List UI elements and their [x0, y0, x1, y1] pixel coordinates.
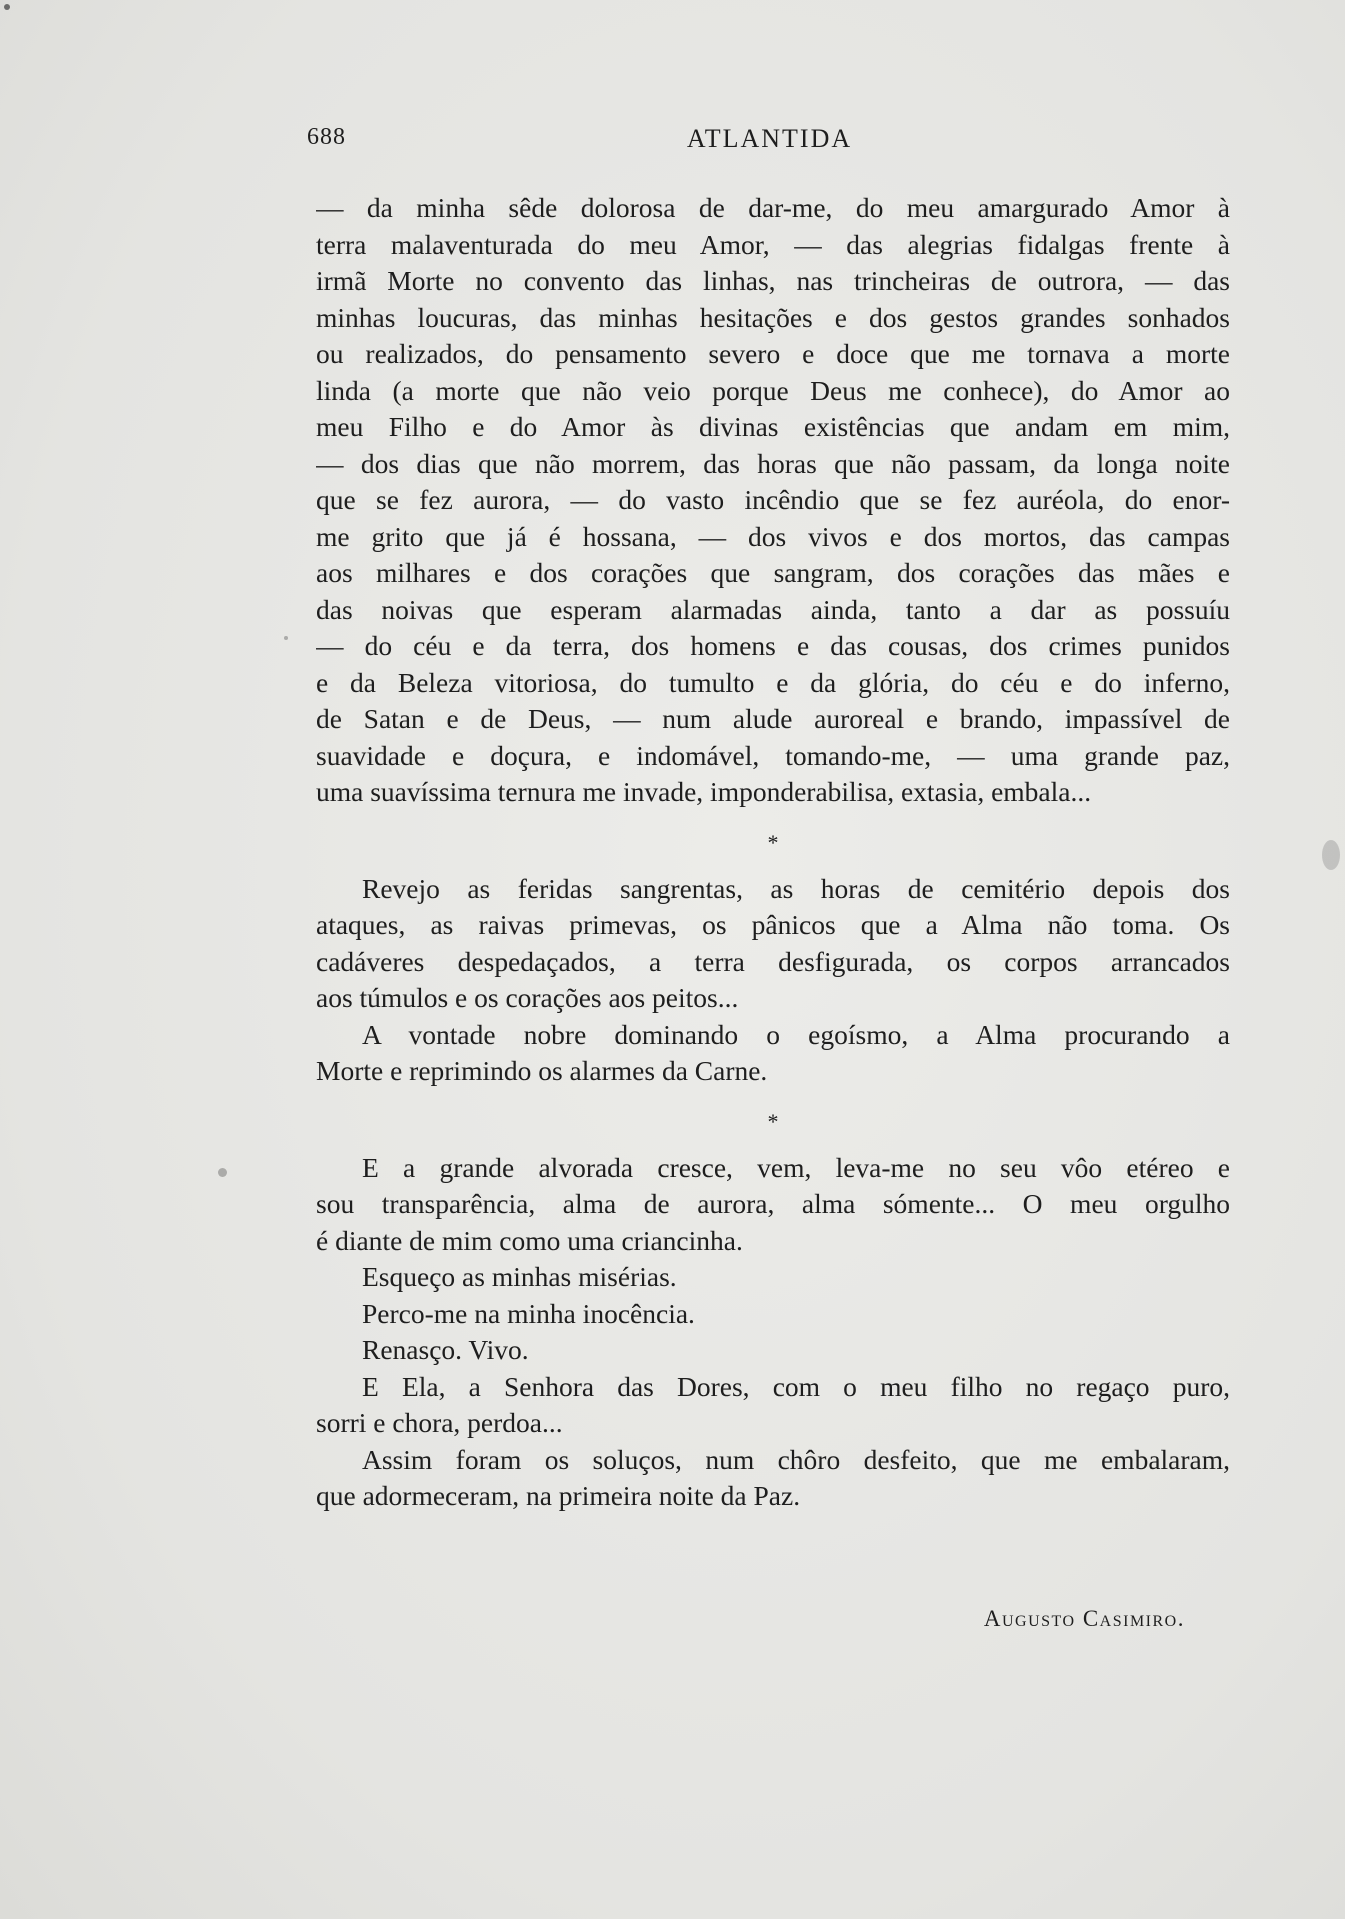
text-line: A vontade nobre dominando o egoísmo, a Alma procurando a — [362, 1018, 1230, 1050]
paragraph-6 — [316, 1296, 1230, 1333]
text-line: Assim foram os soluços, num chôro desfeito, que me embalaram, — [362, 1443, 1230, 1475]
paper-speck — [1322, 840, 1340, 870]
section-separator: * — [767, 1108, 779, 1134]
paragraph-9 — [316, 1442, 1230, 1515]
running-head — [307, 124, 1232, 160]
text-line: das noivas que esperam alarmadas ainda, tanto a dar as possuíu — [316, 593, 1230, 625]
text-line: E a grande alvorada cresce, vem, leva-me no seu vôo etéreo e — [362, 1151, 1230, 1183]
article-body — [316, 190, 1230, 1515]
text-line: Revejo as feridas sangrentas, as horas de cemitério depois dos — [362, 872, 1230, 904]
text-line: que se fez aurora, — do vasto incêndio que se fez auréola, do enor- — [316, 484, 1230, 515]
text-line: sou transparência, alma de aurora, alma sómente... O meu orgulho — [316, 1188, 1230, 1219]
text-line: Morte e reprimindo os alarmes da Carne. — [316, 1055, 768, 1086]
paragraph-8 — [316, 1369, 1230, 1442]
text-line: — dos dias que não morrem, das horas que não passam, da longa noite — [316, 447, 1230, 479]
paragraph-5 — [316, 1259, 1230, 1296]
text-line: sorri e chora, perdoa... — [316, 1407, 563, 1438]
section-separator: * — [767, 829, 779, 855]
text-line: terra malaventurada do meu Amor, — das alegrias fidalgas frente à — [316, 228, 1230, 260]
text-line: me grito que já é hossana, — dos vivos e dos mortos, das campas — [316, 520, 1230, 552]
paragraph-4 — [316, 1150, 1230, 1260]
text-line: é diante de mim como uma criancinha. — [316, 1224, 743, 1256]
text-line: Esqueço as minhas misérias. — [362, 1261, 677, 1292]
text-line: Renasço. Vivo. — [362, 1334, 529, 1365]
page-number: 688 — [307, 124, 346, 150]
text-line: irmã Morte no convento das linhas, nas trincheiras de outrora, — das — [316, 265, 1230, 296]
author-signature: Augusto Casimiro. — [983, 1606, 1185, 1631]
text-line: cadáveres despedaçados, a terra desfigurada, os corpos arrancados — [316, 945, 1230, 977]
journal-title: ATLANTIDA — [686, 124, 853, 153]
paragraph-3 — [316, 1017, 1230, 1090]
paper-speck — [4, 4, 10, 10]
paragraph-2 — [316, 871, 1230, 1017]
text-line: meu Filho e do Amor às divinas existências que andam em mim, — [316, 411, 1230, 442]
paper-speck — [284, 636, 288, 640]
text-line: Perco-me na minha inocência. — [362, 1297, 695, 1329]
paragraph-1 — [316, 190, 1230, 811]
text-line: suavidade e doçura, e indomável, tomando-me, — uma grande paz, — [316, 739, 1230, 771]
text-line: uma suavíssima ternura me invade, imponderabilisa, extasia, embala... — [316, 776, 1092, 807]
text-line: — do céu e da terra, dos homens e das cousas, dos crimes punidos — [316, 630, 1230, 661]
text-line: linda (a morte que não veio porque Deus me conhece), do Amor ao — [316, 374, 1230, 406]
text-line: de Satan e de Deus, — num alude auroreal e brando, impassível de — [316, 703, 1230, 734]
text-line: minhas loucuras, das minhas hesitações e dos gestos grandes sonhados — [316, 301, 1230, 333]
paper-speck — [218, 1168, 227, 1177]
text-line: ou realizados, do pensamento severo e doce que me tornava a morte — [316, 338, 1230, 369]
paragraph-7 — [316, 1332, 1230, 1369]
text-line: — da minha sêde dolorosa de dar-me, do meu amargurado Amor à — [316, 192, 1230, 223]
text-line: que adormeceram, na primeira noite da Paz. — [316, 1480, 801, 1511]
text-line: E Ela, a Senhora das Dores, com o meu filho no regaço puro, — [362, 1370, 1230, 1402]
text-line: ataques, as raivas primevas, os pânicos que a Alma não toma. Os — [316, 909, 1230, 940]
text-line: aos milhares e dos corações que sangram, dos corações das mães e — [316, 557, 1230, 588]
text-line: e da Beleza vitoriosa, do tumulto e da glória, do céu e do inferno, — [316, 666, 1230, 698]
text-line: aos túmulos e os corações aos peitos... — [316, 982, 739, 1013]
